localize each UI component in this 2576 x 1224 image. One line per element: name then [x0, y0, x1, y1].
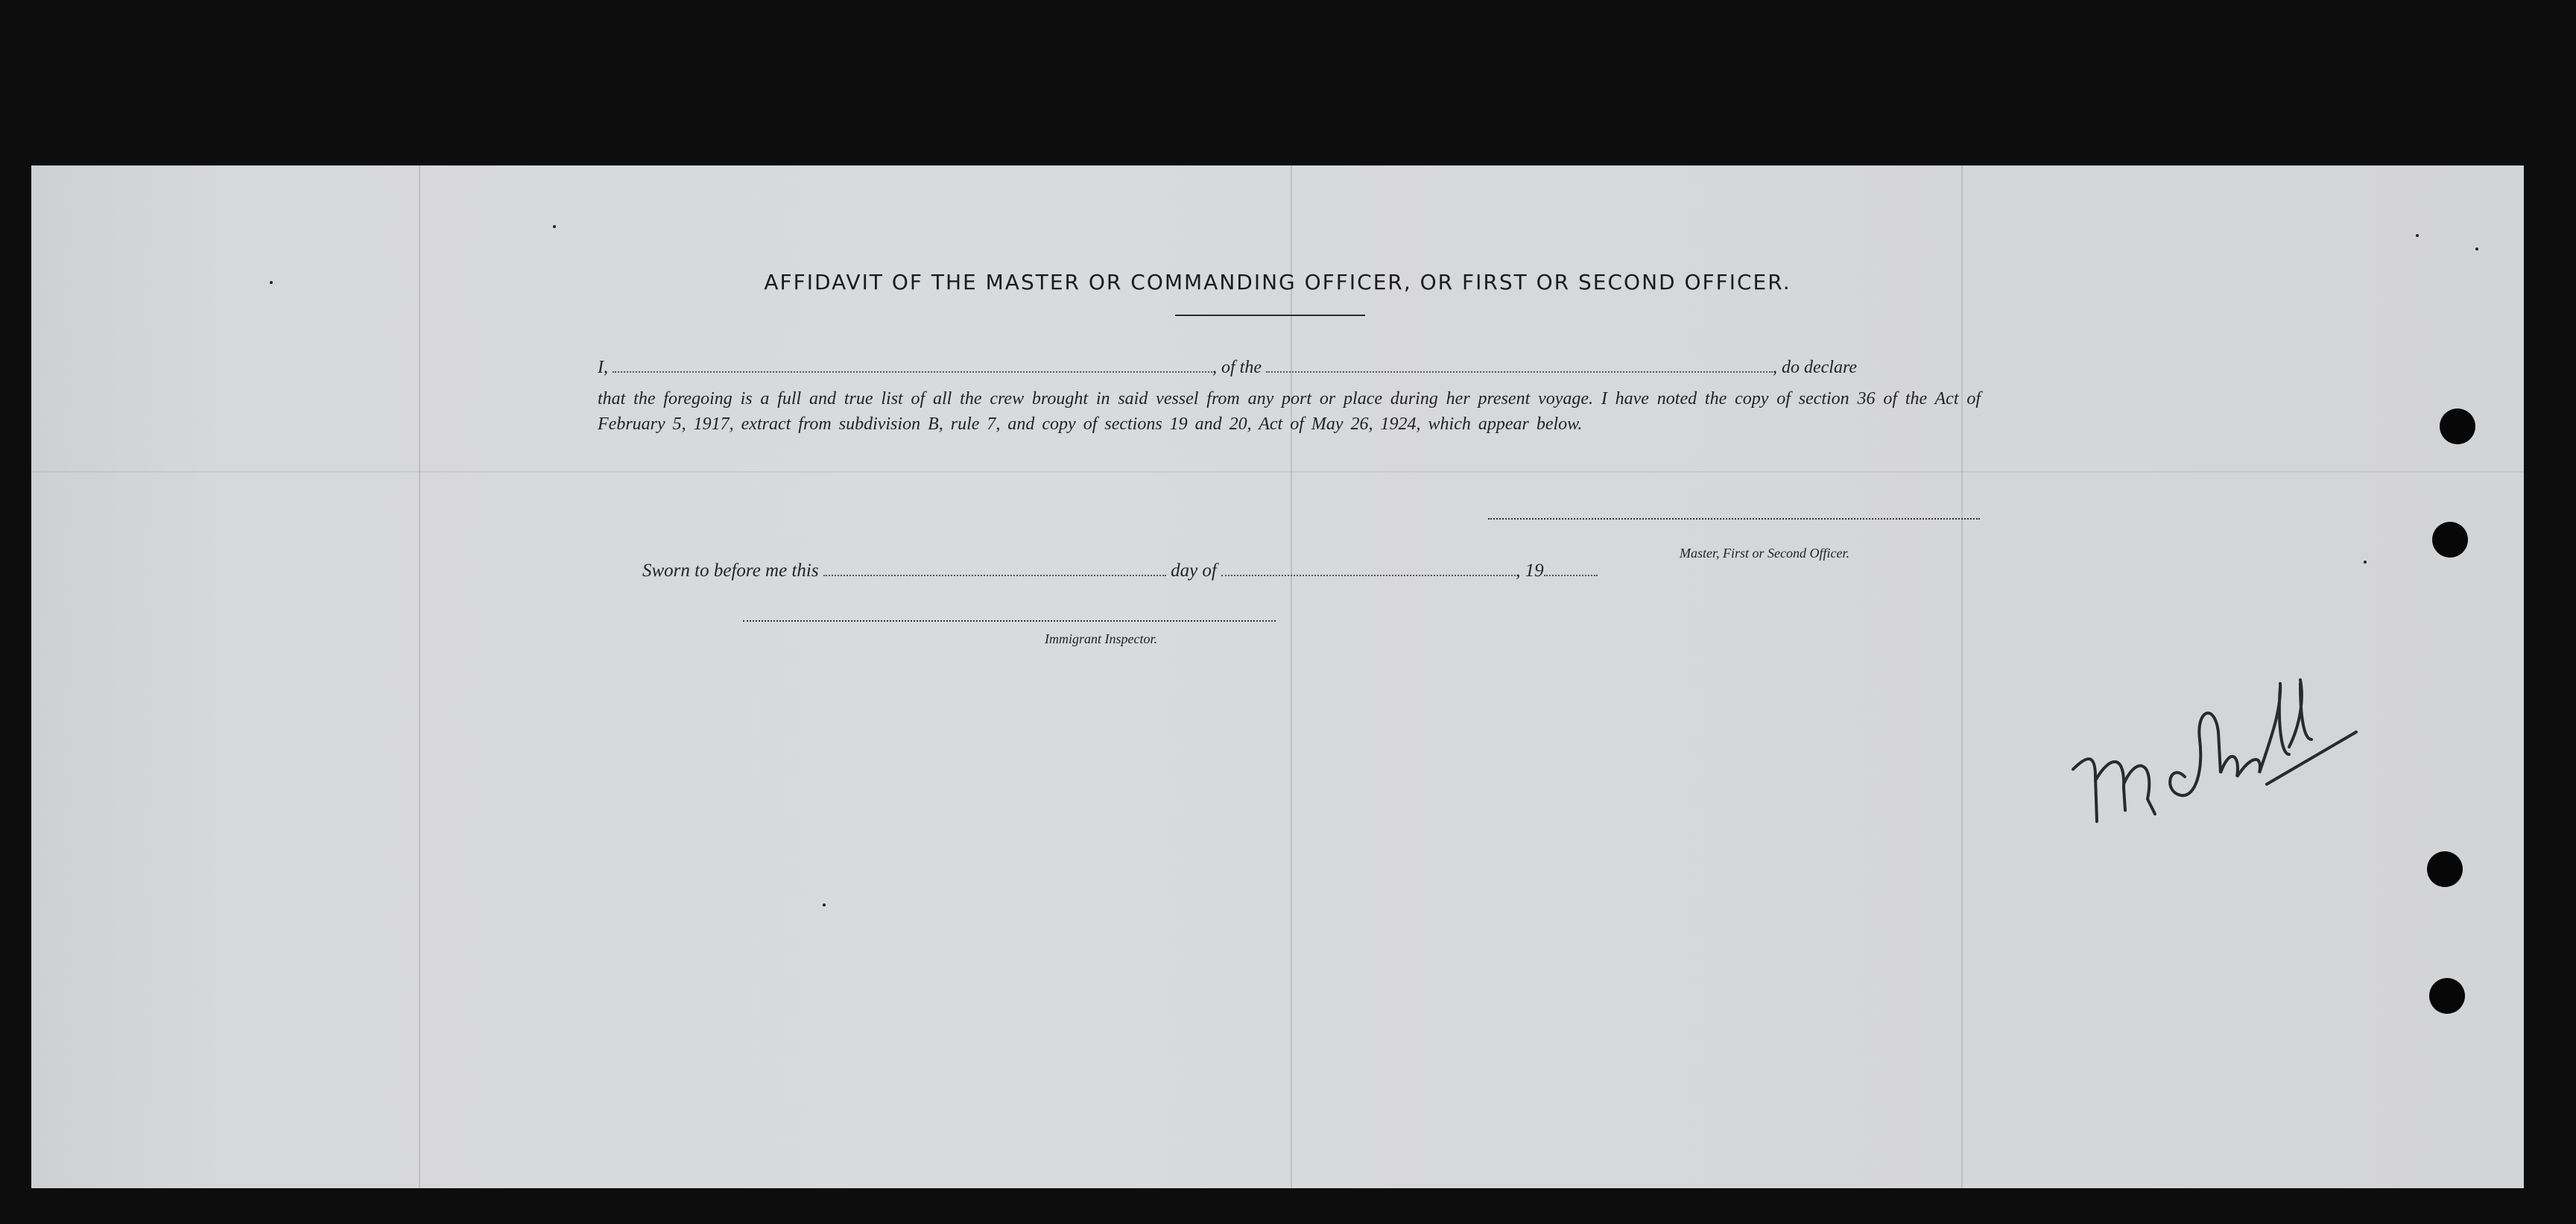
master-caption: Master, First or Second Officer.	[1680, 546, 1849, 561]
of-the-label: , of the	[1212, 358, 1262, 377]
vessel-blank	[1266, 371, 1773, 373]
paper-speck	[2475, 247, 2478, 250]
punch-hole	[2429, 978, 2465, 1014]
paper-speck	[270, 281, 273, 284]
punch-hole	[2427, 851, 2463, 887]
paper-speck	[2416, 234, 2419, 237]
master-signature-line	[1488, 518, 1980, 520]
paper-speck	[823, 903, 826, 906]
paper-speck	[553, 225, 556, 228]
day-of-label: day of	[1171, 561, 1217, 581]
declare-label: , do declare	[1773, 358, 1858, 377]
affidavit-title: AFFIDAVIT OF THE MASTER OR COMMANDING OFFICER, OR FIRST OR SECOND OFFICER.	[764, 270, 1791, 294]
day-blank	[823, 575, 1166, 576]
year-prefix: , 19	[1516, 561, 1544, 581]
declaration-start: I,	[598, 358, 608, 377]
sworn-prefix: Sworn to before me this	[642, 561, 819, 581]
inspector-caption: Immigrant Inspector.	[1045, 631, 1157, 646]
fold-line	[1291, 165, 1292, 1188]
year-blank	[1544, 575, 1598, 576]
punch-hole	[2432, 522, 2468, 558]
affidavit-paragraph: that the foregoing is a full and true list of all the crew brought in said vessel from any port or place during her present voyage. I have noted the copy of section 36 of the Act of February 5, 1917, extract from subdivision B, rule 7, and copy of sections 19 and 20, Act of May 26, 1924, which appear below.	[598, 389, 1981, 434]
fold-line	[31, 471, 2524, 473]
punch-hole	[2440, 408, 2475, 444]
declaration-line	[598, 358, 1981, 378]
inspector-signature-line	[743, 620, 1276, 622]
name-blank	[613, 371, 1212, 373]
fold-line	[419, 165, 420, 1188]
paper-speck	[2364, 561, 2367, 564]
month-blank	[1221, 575, 1516, 576]
document-page	[31, 165, 2524, 1188]
handwritten-signature	[2043, 643, 2386, 836]
fold-line	[1961, 165, 1963, 1188]
sworn-line	[642, 561, 1598, 581]
title-underline	[1175, 315, 1365, 316]
